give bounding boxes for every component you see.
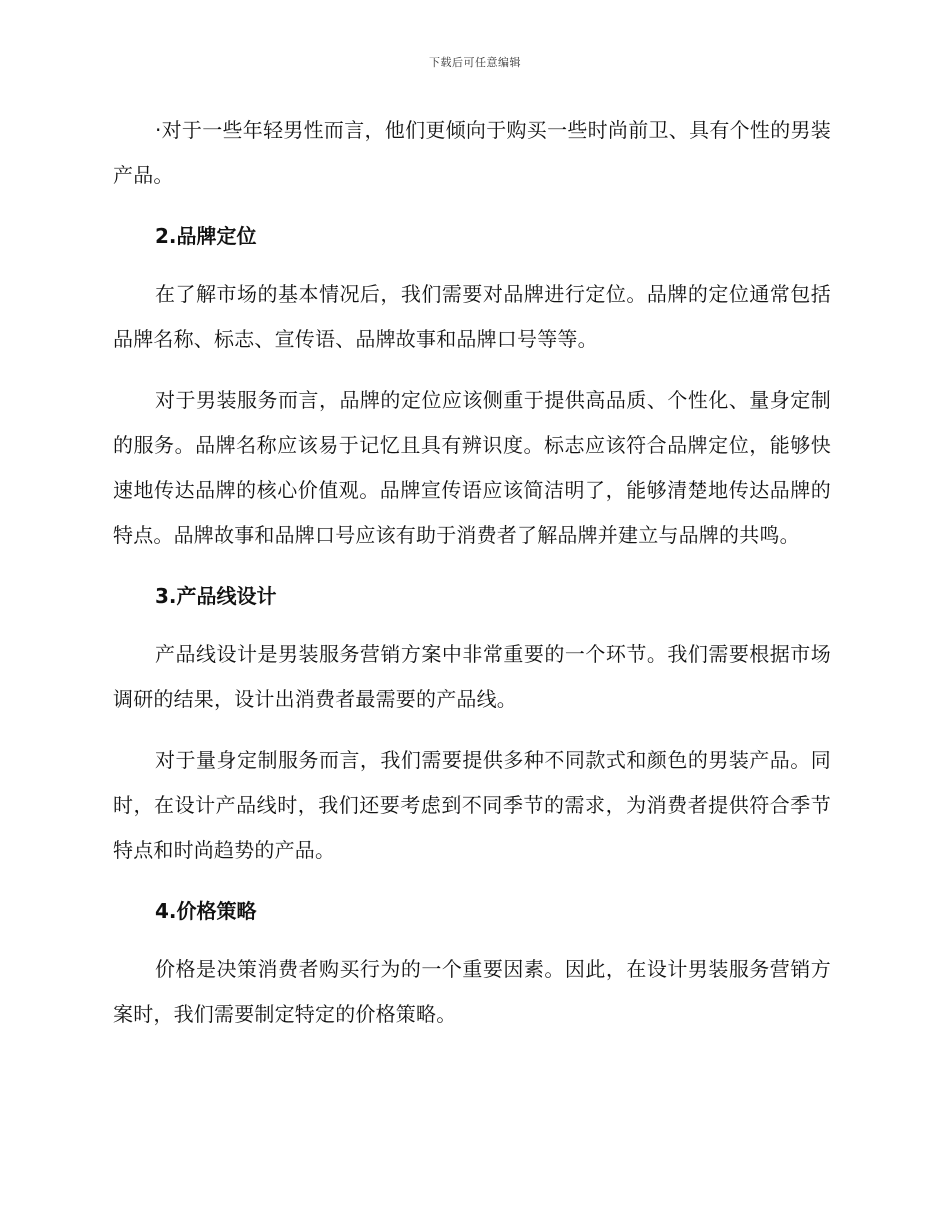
paragraph-product-line-intro: 产品线设计是男装服务营销方案中非常重要的一个环节。我们需要根据市场调研的结果，设计出消费者最需要的产品线。: [113, 642, 831, 711]
section-heading-product-line: 3.产品线设计: [155, 584, 277, 608]
page-header-note: 下载后可任意编辑: [429, 56, 521, 69]
paragraph-pricing-intro: 价格是决策消费者购买行为的一个重要因素。因此，在设计男装服务营销方案时，我们需要制定特定的价格策略。: [113, 957, 831, 1026]
paragraph-young-men: ·对于一些年轻男性而言，他们更倾向于购买一些时尚前卫、具有个性的男装产品。: [113, 118, 831, 187]
section-heading-brand-positioning: 2.品牌定位: [155, 224, 257, 248]
paragraph-product-line-detail: 对于量身定制服务而言，我们需要提供多种不同款式和颜色的男装产品。同时，在设计产品线时，我们还要考虑到不同季节的需求，为消费者提供符合季节特点和时尚趋势的产品。: [113, 748, 831, 862]
paragraph-brand-positioning-intro: 在了解市场的基本情况后，我们需要对品牌进行定位。品牌的定位通常包括品牌名称、标志、宣传语、品牌故事和品牌口号等等。: [113, 282, 831, 351]
paragraph-brand-positioning-detail: 对于男装服务而言，品牌的定位应该侧重于提供高品质、个性化、量身定制的服务。品牌名称应该易于记忆且具有辨识度。标志应该符合品牌定位，能够快速地传达品牌的核心价值观。品牌宣传语应该简洁明了，能够清楚地传达品牌的特点。品牌故事和品牌口号应该有助于消费者了解品牌并建立与品牌的共鸣。: [113, 388, 831, 547]
section-heading-pricing-strategy: 4.价格策略: [155, 899, 257, 923]
document-body: [113, 108, 831, 1053]
